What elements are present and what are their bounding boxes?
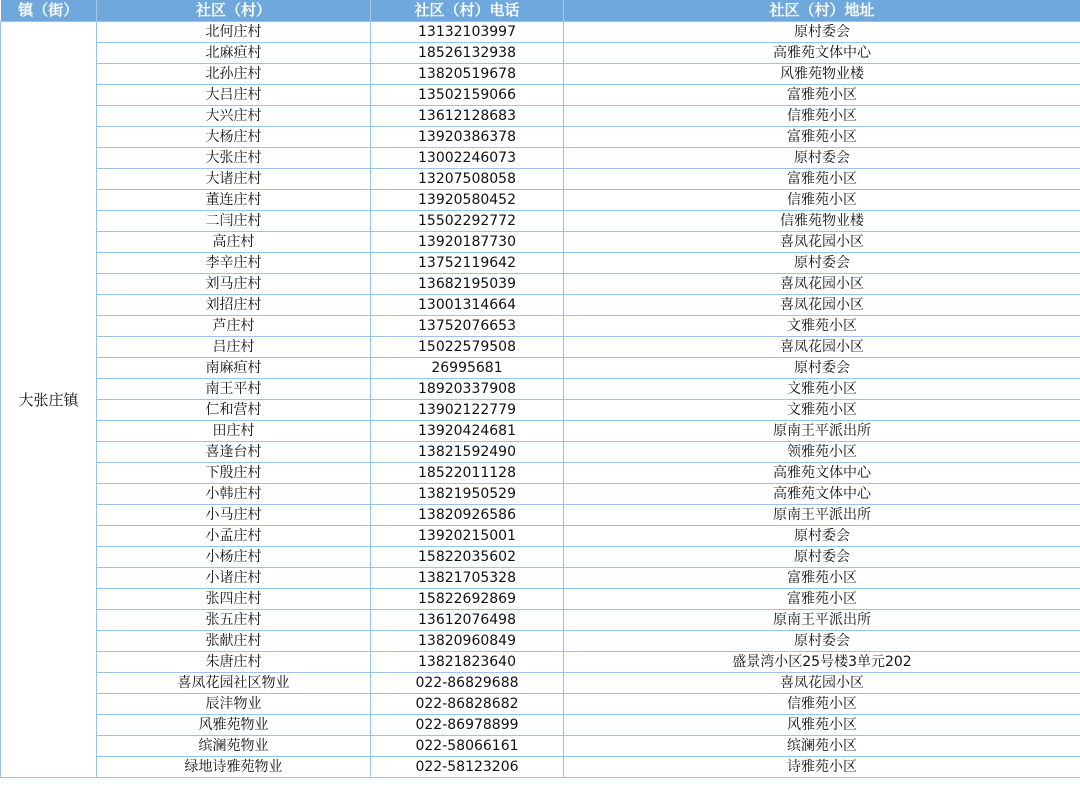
community-name-cell: 吕庄村	[97, 337, 371, 358]
address-cell: 原村委会	[564, 631, 1080, 652]
header-row	[1, 0, 1080, 22]
table-row	[1, 715, 1080, 736]
community-name-cell: 喜凤花园社区物业	[97, 673, 371, 694]
header-phone: 社区（村）电话	[371, 0, 564, 22]
address-cell: 高雅苑文体中心	[564, 43, 1080, 64]
address-cell: 原南王平派出所	[564, 610, 1080, 631]
phone-cell: 13920215001	[371, 526, 564, 547]
address-cell: 诗雅苑小区	[564, 757, 1080, 778]
address-cell: 喜凤花园小区	[564, 274, 1080, 295]
table-row	[1, 43, 1080, 64]
table-row	[1, 673, 1080, 694]
table-row	[1, 610, 1080, 631]
address-cell: 原南王平派出所	[564, 505, 1080, 526]
phone-cell: 13920424681	[371, 421, 564, 442]
address-cell: 原村委会	[564, 22, 1080, 43]
address-cell: 原村委会	[564, 547, 1080, 568]
community-name-cell: 刘马庄村	[97, 274, 371, 295]
address-cell: 信雅苑小区	[564, 694, 1080, 715]
table-row	[1, 358, 1080, 379]
table-row	[1, 253, 1080, 274]
table-row	[1, 505, 1080, 526]
phone-cell: 13920580452	[371, 190, 564, 211]
table-row	[1, 421, 1080, 442]
community-name-cell: 大吕庄村	[97, 85, 371, 106]
table-row	[1, 274, 1080, 295]
table-row	[1, 484, 1080, 505]
address-cell: 喜凤花园小区	[564, 337, 1080, 358]
phone-cell: 13502159066	[371, 85, 564, 106]
table-row	[1, 463, 1080, 484]
phone-cell: 022-86828682	[371, 694, 564, 715]
address-cell: 喜凤花园小区	[564, 232, 1080, 253]
community-name-cell: 大兴庄村	[97, 106, 371, 127]
table-row	[1, 736, 1080, 757]
address-cell: 信雅苑小区	[564, 190, 1080, 211]
address-cell: 信雅苑小区	[564, 106, 1080, 127]
community-name-cell: 下殷庄村	[97, 463, 371, 484]
table-row	[1, 169, 1080, 190]
table-row	[1, 22, 1080, 43]
community-name-cell: 小诸庄村	[97, 568, 371, 589]
table-row	[1, 190, 1080, 211]
table-row	[1, 631, 1080, 652]
table-row	[1, 337, 1080, 358]
phone-cell: 18920337908	[371, 379, 564, 400]
table-row	[1, 127, 1080, 148]
table-row	[1, 148, 1080, 169]
phone-cell: 15822692869	[371, 589, 564, 610]
phone-cell: 15022579508	[371, 337, 564, 358]
phone-cell: 13682195039	[371, 274, 564, 295]
community-name-cell: 高庄村	[97, 232, 371, 253]
address-cell: 原村委会	[564, 358, 1080, 379]
address-cell: 富雅苑小区	[564, 568, 1080, 589]
address-cell: 文雅苑小区	[564, 400, 1080, 421]
address-cell: 领雅苑小区	[564, 442, 1080, 463]
community-name-cell: 南王平村	[97, 379, 371, 400]
address-cell: 喜凤花园小区	[564, 295, 1080, 316]
table-row	[1, 442, 1080, 463]
community-name-cell: 董连庄村	[97, 190, 371, 211]
header-community: 社区（村）	[97, 0, 371, 22]
community-name-cell: 大杨庄村	[97, 127, 371, 148]
table-row	[1, 652, 1080, 673]
phone-cell: 13612128683	[371, 106, 564, 127]
table-row	[1, 316, 1080, 337]
phone-cell: 13820960849	[371, 631, 564, 652]
address-cell: 文雅苑小区	[564, 316, 1080, 337]
community-name-cell: 刘招庄村	[97, 295, 371, 316]
table-row	[1, 589, 1080, 610]
address-cell: 信雅苑物业楼	[564, 211, 1080, 232]
phone-cell: 18522011128	[371, 463, 564, 484]
phone-cell: 022-86829688	[371, 673, 564, 694]
address-cell: 风雅苑小区	[564, 715, 1080, 736]
phone-cell: 26995681	[371, 358, 564, 379]
community-name-cell: 小马庄村	[97, 505, 371, 526]
table-row	[1, 526, 1080, 547]
table-row	[1, 232, 1080, 253]
community-name-cell: 北何庄村	[97, 22, 371, 43]
address-cell: 文雅苑小区	[564, 379, 1080, 400]
community-name-cell: 二闫庄村	[97, 211, 371, 232]
town-cell: 大张庄镇	[1, 22, 97, 778]
phone-cell: 13821592490	[371, 442, 564, 463]
community-name-cell: 南麻疸村	[97, 358, 371, 379]
phone-cell: 13821823640	[371, 652, 564, 673]
phone-cell: 13820519678	[371, 64, 564, 85]
phone-cell: 13132103997	[371, 22, 564, 43]
phone-cell: 13207508058	[371, 169, 564, 190]
address-cell: 盛景湾小区25号楼3单元202	[564, 652, 1080, 673]
community-name-cell: 张献庄村	[97, 631, 371, 652]
table-row	[1, 295, 1080, 316]
address-cell: 原村委会	[564, 148, 1080, 169]
address-cell: 风雅苑物业楼	[564, 64, 1080, 85]
community-name-cell: 大诸庄村	[97, 169, 371, 190]
address-cell: 喜凤花园小区	[564, 673, 1080, 694]
phone-cell: 022-86978899	[371, 715, 564, 736]
phone-cell: 13821950529	[371, 484, 564, 505]
address-cell: 原村委会	[564, 526, 1080, 547]
table-row	[1, 400, 1080, 421]
community-name-cell: 缤澜苑物业	[97, 736, 371, 757]
table-row	[1, 211, 1080, 232]
table-row	[1, 64, 1080, 85]
community-name-cell: 田庄村	[97, 421, 371, 442]
phone-cell: 15502292772	[371, 211, 564, 232]
table-row	[1, 106, 1080, 127]
community-name-cell: 绿地诗雅苑物业	[97, 757, 371, 778]
table-row	[1, 85, 1080, 106]
community-name-cell: 李辛庄村	[97, 253, 371, 274]
community-name-cell: 北孙庄村	[97, 64, 371, 85]
community-name-cell: 朱唐庄村	[97, 652, 371, 673]
phone-cell: 13821705328	[371, 568, 564, 589]
address-cell: 富雅苑小区	[564, 127, 1080, 148]
address-cell: 原村委会	[564, 253, 1080, 274]
address-cell: 缤澜苑小区	[564, 736, 1080, 757]
table-row	[1, 547, 1080, 568]
phone-cell: 15822035602	[371, 547, 564, 568]
table-row	[1, 694, 1080, 715]
phone-cell: 13001314664	[371, 295, 564, 316]
phone-cell: 18526132938	[371, 43, 564, 64]
table-row	[1, 568, 1080, 589]
address-cell: 高雅苑文体中心	[564, 484, 1080, 505]
phone-cell: 13920187730	[371, 232, 564, 253]
phone-cell: 13612076498	[371, 610, 564, 631]
header-address: 社区（村）地址	[564, 0, 1080, 22]
table-row	[1, 379, 1080, 400]
community-name-cell: 喜逢台村	[97, 442, 371, 463]
community-name-cell: 张四庄村	[97, 589, 371, 610]
community-name-cell: 小孟庄村	[97, 526, 371, 547]
header-town: 镇（街）	[1, 0, 97, 22]
address-cell: 富雅苑小区	[564, 85, 1080, 106]
community-name-cell: 北麻疸村	[97, 43, 371, 64]
address-cell: 高雅苑文体中心	[564, 463, 1080, 484]
community-name-cell: 张五庄村	[97, 610, 371, 631]
community-name-cell: 大张庄村	[97, 148, 371, 169]
community-name-cell: 仁和营村	[97, 400, 371, 421]
phone-cell: 022-58066161	[371, 736, 564, 757]
address-cell: 原南王平派出所	[564, 421, 1080, 442]
phone-cell: 13002246073	[371, 148, 564, 169]
phone-cell: 13920386378	[371, 127, 564, 148]
table-row	[1, 757, 1080, 778]
phone-cell: 022-58123206	[371, 757, 564, 778]
community-name-cell: 风雅苑物业	[97, 715, 371, 736]
community-name-cell: 小杨庄村	[97, 547, 371, 568]
community-name-cell: 芦庄村	[97, 316, 371, 337]
phone-cell: 13752119642	[371, 253, 564, 274]
address-cell: 富雅苑小区	[564, 169, 1080, 190]
community-name-cell: 辰沣物业	[97, 694, 371, 715]
phone-cell: 13902122779	[371, 400, 564, 421]
phone-cell: 13752076653	[371, 316, 564, 337]
address-cell: 富雅苑小区	[564, 589, 1080, 610]
phone-cell: 13820926586	[371, 505, 564, 526]
community-name-cell: 小韩庄村	[97, 484, 371, 505]
